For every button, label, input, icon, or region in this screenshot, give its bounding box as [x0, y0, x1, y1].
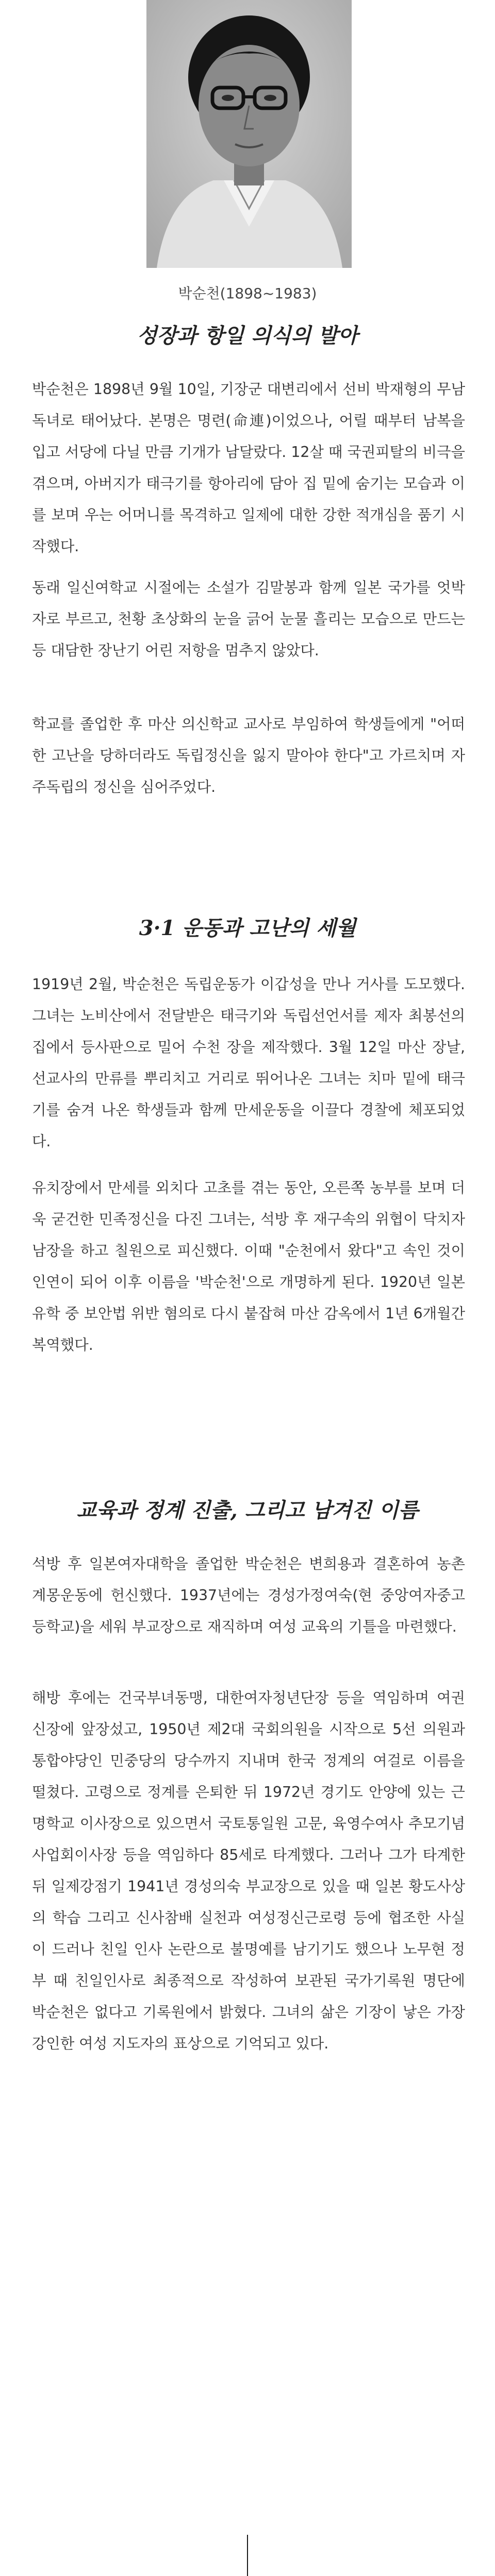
section-divider — [247, 2535, 248, 2576]
paragraph: 동래 일신여학교 시절에는 소설가 김말봉과 함께 일본 국가를 엇박자로 부르고, 천황 초상화의 눈을 긁어 눈물 흘리는 모습으로 만드는 등 대담한 장난기 어린 저항을 멈추지 않았다. — [32, 579, 465, 659]
paragraph: 1919년 2월, 박순천은 독립운동가 이갑성을 만나 거사를 도모했다. 그녀는 노비산에서 전달받은 태극기와 독립선언서를 제자 최봉선의 집에서 등사판으로 밀어 수천 장을 제작했다. 3월 12일 마산 장날, 선교사의 만류를 뿌리치고 거리로 뛰어나온 그녀는 치마 밑에 태극기를 숨겨 나온 학생들과 함께 만세운동을 이끌다 경찰에 체포되었다. — [32, 976, 465, 1150]
section-title-march-first: 3·1 운동과 고난의 세월 — [139, 916, 356, 940]
portrait-photo — [146, 0, 352, 268]
paragraph: 유치장에서 만세를 외치다 고초를 겪는 동안, 오른쪽 농부를 보며 더욱 굳건한 민족정신을 다진 그녀는, 석방 후 재구속의 위협이 닥치자 남장을 하고 칠원으로 피신했다. 이때 "순천에서 왔다"고 속인 것이 인연이 되어 이후 이름을 '박순천'으로 개명하게 된다. 1920년 일본 유학 중 보안법 위반 혐의로 다시 붙잡혀 마산 감옥에서 1년 6개월간 복역했다. — [32, 1179, 465, 1353]
paragraph: 석방 후 일본여자대학을 졸업한 박순천은 변희용과 결혼하여 농촌 계몽운동에 헌신했다. 1937년에는 경성가정여숙(현 중앙여자중고등학교)을 세워 부교장으로 재직하며 여성 교육의 기틀을 마련했다. — [32, 1555, 465, 1635]
paragraph: 해방 후에는 건국부녀동맹, 대한여자청년단장 등을 역임하며 여권 신장에 앞장섰고, 1950년 제2대 국회의원을 시작으로 5선 의원과 통합야당인 민중당의 당수까지 지내며 한국 정계의 여걸로 이름을 떨쳤다. 고령으로 정계를 은퇴한 뒤 1972년 경기도 안양에 있는 근명학교 이사장으로 있으면서 국토통일원 고문, 육영수여사 추모기념사업회이사장 등을 역임하다 85세로 타계했다. 그러나 그가 타계한 뒤 일제강점기 1941년 경성의숙 부교장으로 있을 때 일본 황도사상의 학습 그리고 신사참배 실천과 여성정신근로령 등에 협조한 사실이 드러나 친일 인사 논란으로 불명예를 남기기도 했으나 노무현 정부 때 친일인사로 최종적으로 작성하여 보관된 국가기록원 명단에 박순천은 없다고 기록원에서 밝혔다. 그녀의 삶은 기장이 낳은 가장 강인한 여성 지도자의 표상으로 기억되고 있다. — [32, 1689, 465, 2052]
section-title-growth: 성장과 항일 의식의 발아 — [137, 324, 358, 348]
paragraph: 학교를 졸업한 후 마산 의신학교 교사로 부임하여 학생들에게 "어떠한 고난을 당하더라도 독립정신을 잃지 말아야 한다"고 가르치며 자주독립의 정신을 심어주었다. — [32, 716, 465, 795]
section-title-education-politics: 교육과 정계 진출, 그리고 남겨진 이름 — [76, 1498, 419, 1522]
photo-caption: 박순천(1898~1983) — [178, 285, 317, 302]
paragraph: 박순천은 1898년 9월 10일, 기장군 대변리에서 선비 박재형의 무남독녀로 태어났다. 본명은 명련(命連)이었으나, 어릴 때부터 남복을 입고 서당에 다닐 만큼 기개가 남달랐다. 12살 때 국권피탈의 비극을 겪으며, 아버지가 태극기를 항아리에 담아 집 밑에 숨기는 모습과 이를 보며 우는 어머니를 목격하고 일제에 대한 강한 적개심을 품기 시작했다. — [32, 381, 465, 555]
